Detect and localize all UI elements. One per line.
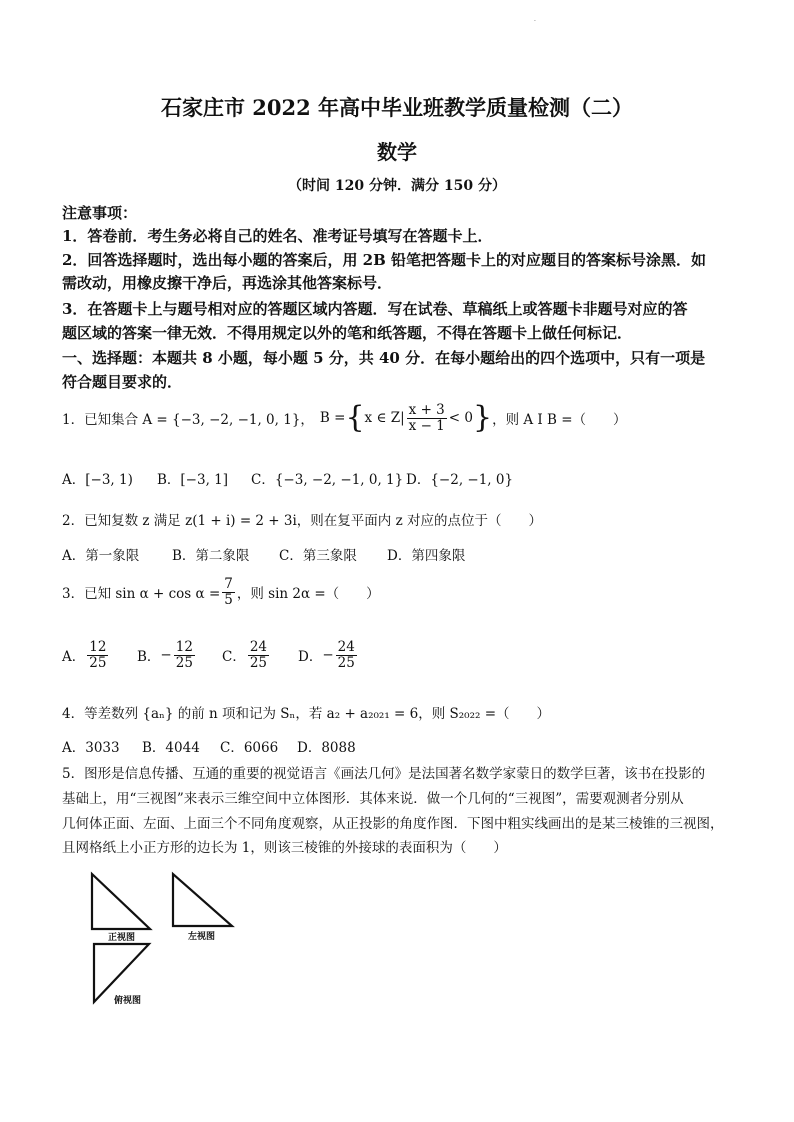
q2-option-b: B．第二象限 xyxy=(172,548,250,564)
question-3 xyxy=(62,577,380,608)
q1-prefix: 1．已知集合 A = {−3, −2, −1, 0, 1}， xyxy=(62,412,314,429)
q3-option-b xyxy=(137,640,197,671)
q3-option-c-num: 24 xyxy=(249,639,268,655)
q3-option-a xyxy=(62,640,110,671)
q2-option-d: D．第四象限 xyxy=(387,548,466,564)
q3-option-d-fraction xyxy=(336,640,357,671)
q1-set-b-start: B = xyxy=(319,410,346,427)
q1-option-b: B．[−3, 1] xyxy=(157,472,229,488)
q4-option-d: D．8088 xyxy=(297,740,356,756)
q3-option-c xyxy=(222,640,271,671)
q1-frac-num: x + 3 xyxy=(408,402,445,418)
q1-option-d: D．{−2, −1, 0} xyxy=(406,472,514,488)
q3-option-d-num: 24 xyxy=(337,639,355,655)
question-4: 4．等差数列 {aₙ} 的前 n 项和记为 Sₙ，若 a₂ + a₂₀₂₁ = 6，则 S₂₀₂₂ =（ ） xyxy=(62,706,551,722)
notice-item-2-line2: 需改动，用橡皮擦干净后，再选涂其他答案标号． xyxy=(62,274,393,292)
q3-option-b-sign: − xyxy=(160,647,172,664)
q2-option-c: C．第三象限 xyxy=(279,548,357,564)
q3-option-c-label: C． xyxy=(222,649,246,666)
q1-frac-den: x − 1 xyxy=(408,417,445,434)
q2-option-a: A．第一象限 xyxy=(62,548,140,564)
q1-set-b-var: x ∈ Z| xyxy=(364,410,405,427)
q3-option-a-den: 25 xyxy=(89,654,107,671)
notice-heading: 注意事项： xyxy=(62,204,138,222)
question-5-line1: 5．图形是信息传播、互通的重要的视觉语言《画法几何》是法国著名数学家蒙日的数学巨著，该书在投影的 xyxy=(62,766,706,782)
page-title: 石家庄市 2022 年高中毕业班教学质量检测（二） xyxy=(160,95,634,120)
q3-option-b-den: 25 xyxy=(175,654,193,671)
q1-option-a: A．[−3, 1) xyxy=(62,472,133,488)
side-view-triangle xyxy=(173,874,232,926)
q1-set-b-end: < 0 xyxy=(448,410,473,427)
notice-item-3-line2: 题区域的答案一律无效．不得用规定以外的笔和纸答题，不得在答题卡上做任何标记． xyxy=(62,324,633,342)
question-5-line3: 几何体正面、左面、上面三个不同角度观察，从正投影的角度作图．下图中粗实线画出的是某三棱锥的三视图， xyxy=(62,816,724,832)
q3-option-a-num: 12 xyxy=(89,639,107,655)
q3-option-d-den: 25 xyxy=(337,654,355,671)
question-1 xyxy=(62,400,627,436)
section1-line2: 符合题目要求的． xyxy=(62,373,183,391)
q3-option-d xyxy=(298,640,359,671)
q3-option-d-sign: − xyxy=(322,647,334,664)
subject-title: 数学 xyxy=(377,140,417,164)
q3-option-c-fraction xyxy=(248,640,269,671)
side-view-label: 左视图 xyxy=(188,932,216,942)
top-view-label: 俯视图 xyxy=(114,996,142,1006)
q3-option-c-den: 25 xyxy=(249,654,268,671)
q1-option-c: C．{−3, −2, −1, 0, 1} xyxy=(251,472,404,488)
q3-frac-num: 7 xyxy=(224,576,233,592)
notice-item-2-line1: 2．回答选择题时，选出每小题的答案后，用 2B 铅笔把答题卡上的对应题目的答案标号涂黑．如 xyxy=(62,251,707,269)
notice-item-3-line1: 3．在答题卡上与题号相对应的答题区域内答题．写在试卷、草稿纸上或答题卡非题号对应的答 xyxy=(62,300,688,318)
q3-option-b-num: 12 xyxy=(175,639,193,655)
q4-option-b: B．4044 xyxy=(142,740,200,756)
front-view-label: 正视图 xyxy=(108,933,136,943)
q3-option-b-fraction xyxy=(174,640,195,671)
q3-option-a-label: A． xyxy=(62,649,86,666)
q3-option-b-label: B． xyxy=(137,649,161,666)
q3-suffix: ，则 sin 2α =（ ） xyxy=(236,586,380,603)
time-info: （时间 120 分钟．满分 150 分） xyxy=(288,178,506,194)
q4-option-c: C．6066 xyxy=(220,740,279,756)
q3-prefix: 3．已知 sin α + cos α = xyxy=(62,586,221,603)
question-5-line2: 基础上，用“三视图”来表示三维空间中立体图形．其体来说．做一个几何的“三视图”，需要观测者分别从 xyxy=(62,791,684,807)
q3-frac-den: 5 xyxy=(224,591,233,608)
front-view-triangle xyxy=(92,874,150,929)
q1-suffix: ，则 A I B =（ ） xyxy=(492,412,627,429)
q3-option-d-label: D． xyxy=(298,649,323,666)
q3-option-a-fraction xyxy=(87,640,108,671)
section1-line1: 一、选择题：本题共 8 小题，每小题 5 分，共 40 分．在每小题给出的四个选项中，只有一项是 xyxy=(62,349,706,367)
q3-fraction xyxy=(222,577,235,608)
q4-option-a: A．3033 xyxy=(62,740,120,756)
question-5-line4: 且网格纸上小正方形的边长为 1，则该三棱锥的外接球的表面积为（ ） xyxy=(62,840,507,856)
left-brace-icon: { xyxy=(345,400,365,436)
scan-dot: · xyxy=(534,18,536,25)
right-brace-icon: } xyxy=(472,400,493,436)
question-2: 2．已知复数 z 满足 z(1 + i) = 2 + 3i，则在复平面内 z 对应的点位于（ ） xyxy=(62,513,543,529)
q1-fraction xyxy=(407,403,447,434)
notice-item-1: 1．答卷前．考生务必将自己的姓名、准考证号填写在答题卡上． xyxy=(62,227,493,245)
